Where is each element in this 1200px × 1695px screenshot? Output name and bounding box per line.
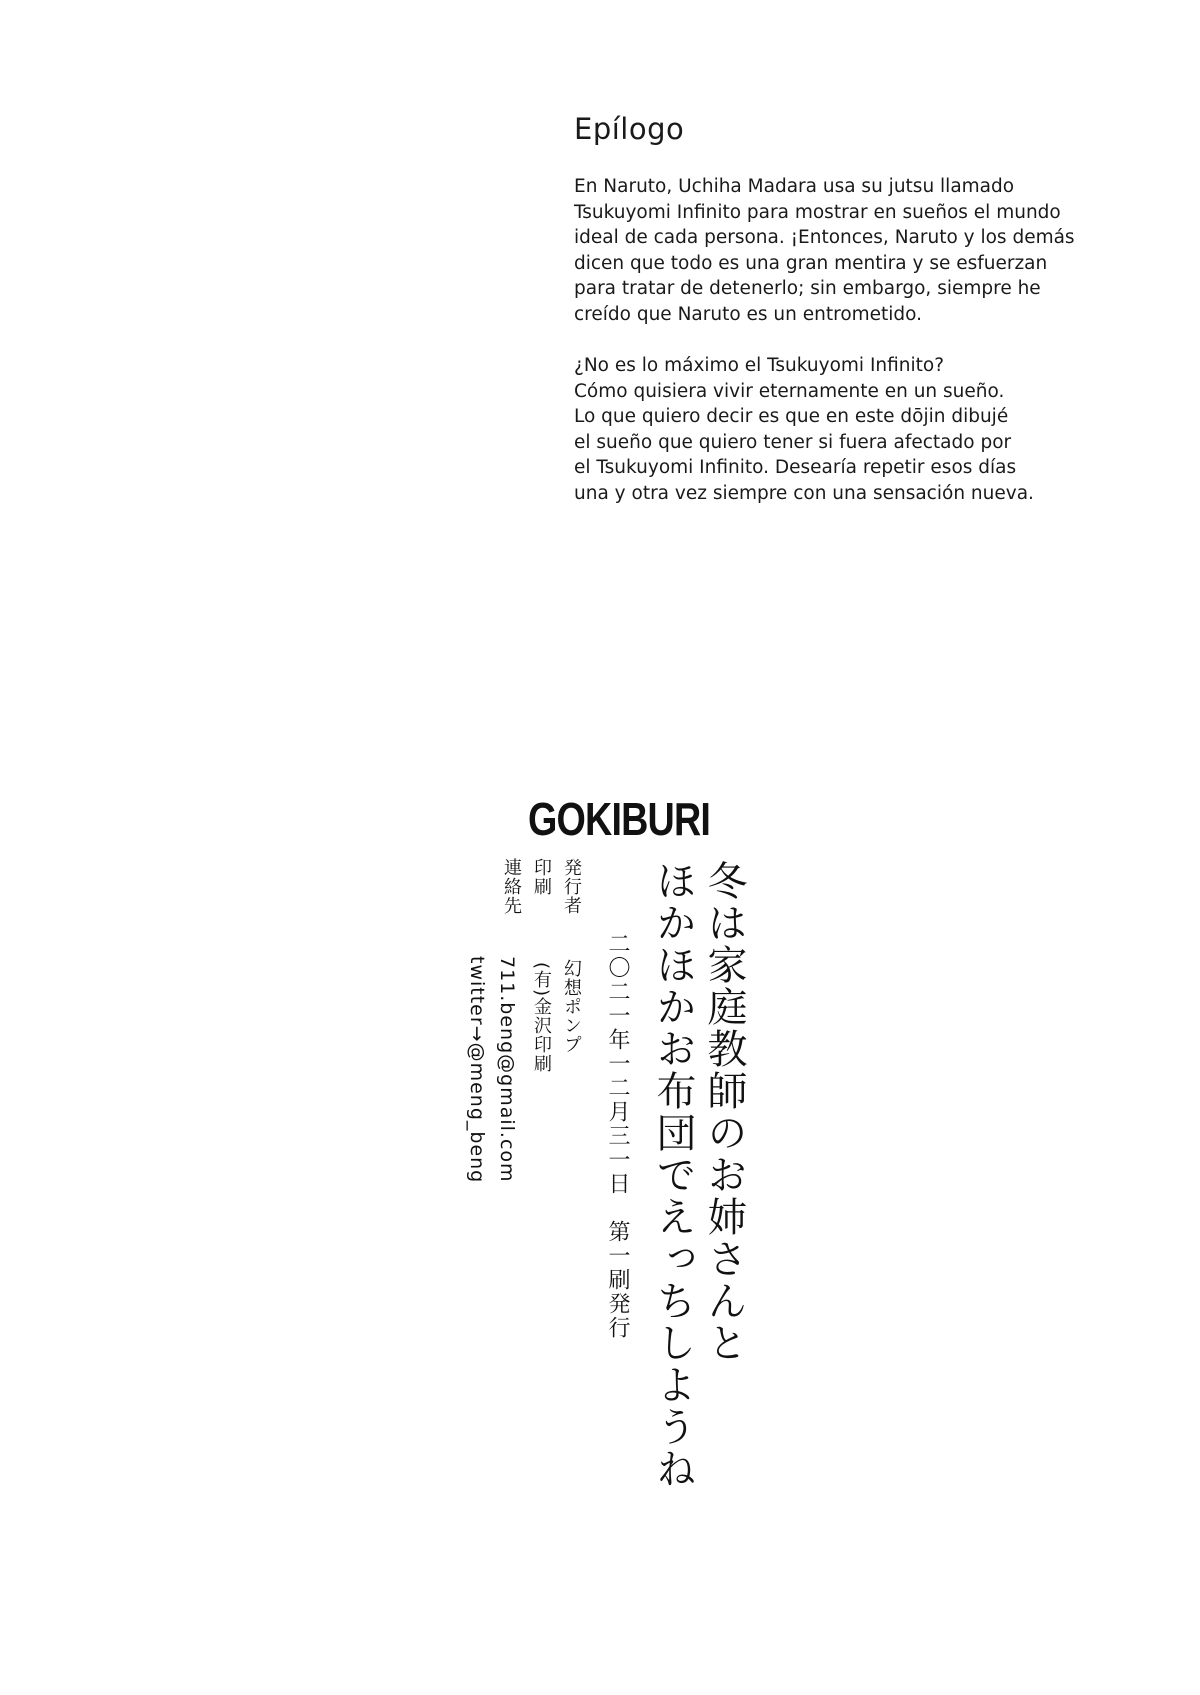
publisher-value: 幻想ポンプ xyxy=(561,959,582,1054)
publisher-label: 発行者 xyxy=(561,858,582,915)
printer-label: 印刷 xyxy=(531,858,552,896)
epilogue-line: dicen que todo es una gran mentira y se esfuerzan xyxy=(574,252,1048,274)
epilogue-line: En Naruto, Uchiha Madara usa su jutsu llamado xyxy=(574,176,1015,197)
contact-twitter: twitter→@meng_beng xyxy=(466,956,488,1184)
credit-printer xyxy=(530,858,552,1073)
epilogue-line: Lo que quiero decir es que en este dōjin dibujé xyxy=(574,406,1009,427)
epilogue-paragraph-2 xyxy=(574,353,1134,506)
book-title-line-2: ほかほかお布団でえっちしようね xyxy=(650,860,696,1490)
printer-value: (有)金沢印刷 xyxy=(531,962,552,1074)
circle-brand-name: GOKIBURI xyxy=(528,793,711,845)
epilogue-line: creído que Naruto es un entrometido. xyxy=(574,303,923,325)
publication-date: 二〇二一年一二月三一日 第一刷発行 xyxy=(605,932,630,1340)
paragraph-spacer xyxy=(574,327,1134,353)
epilogue-line: el sueño que quiero tener si fuera afectado por xyxy=(574,431,1012,453)
epilogue-title: Epílogo xyxy=(574,112,685,146)
epilogue-paragraph-1 xyxy=(574,174,1134,327)
contact-label: 連絡先 xyxy=(501,858,522,915)
credit-publisher xyxy=(560,858,582,1054)
epilogue-line: Cómo quisiera vivir eternamente en un sueño. xyxy=(574,380,1005,402)
epilogue-line: Tsukuyomi Infinito para mostrar en sueños el mundo xyxy=(574,201,1061,223)
book-title-line-1: 冬は家庭教師のお姉さんと xyxy=(701,860,747,1364)
epilogue-line: el Tsukuyomi Infinito. Desearía repetir esos días xyxy=(574,457,1017,478)
epilogue-line: una y otra vez siempre con una sensación nueva. xyxy=(574,482,1034,504)
epilogue-line: para tratar de detenerlo; sin embargo, siempre he xyxy=(574,278,1041,299)
epilogue-line: ideal de cada persona. ¡Entonces, Naruto y los demás xyxy=(574,227,1075,248)
epilogue-section xyxy=(574,112,1134,506)
epilogue-line: ¿No es lo máximo el Tsukuyomi Infinito? xyxy=(574,355,945,376)
contact-email: 711.beng@gmail.com xyxy=(496,956,518,1183)
